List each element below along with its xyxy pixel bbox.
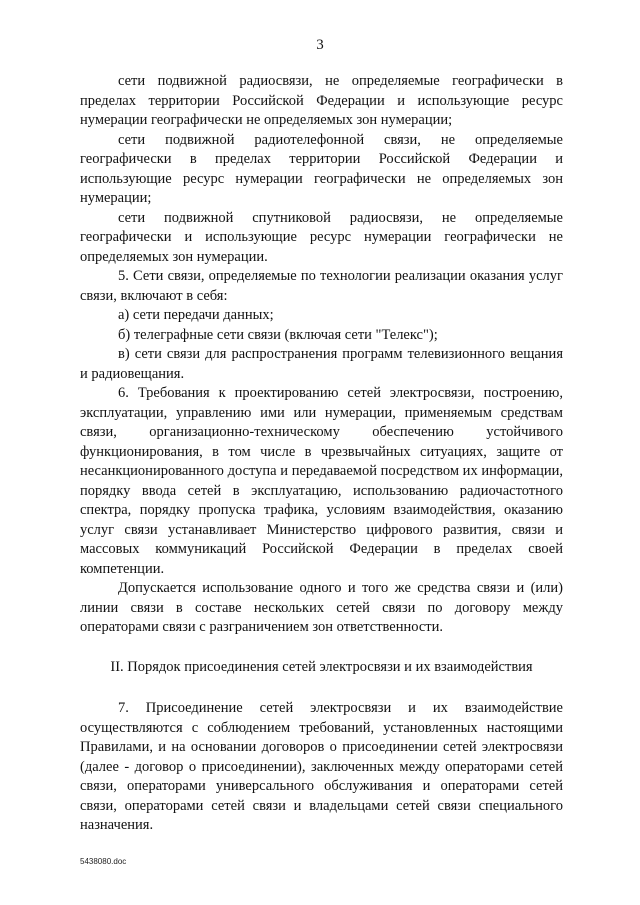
paragraph: сети подвижной радиотелефонной связи, не определяемые географически в пределах территории Российской Федерации и использующие ресурс нумерации географически не определяемых зон нумерации;	[80, 131, 563, 206]
paragraph: сети подвижной радиосвязи, не определяемые географически в пределах территории Российской Федерации и использующие ресурс нумерации географически не определяемых зон нумерации;	[80, 73, 563, 128]
paragraph: 7. Присоединение сетей электросвязи и их взаимодействие осуществляются с соблюдением требований, установленных настоящими Правилами, и на основании договоров о присоединении сетей электросвязи (далее - договор о присоединении), заключенных между операторами сетей связи, операторами универсального обслуживания и операторами сетей связи, операторами сетей связи и владельцами сетей связи специального назначения.	[80, 700, 563, 833]
paragraph: 6. Требования к проектированию сетей электросвязи, построению, эксплуатации, управлению ими или нумерации, применяемым средствам связи, организационно-техническому обеспечению устойчивого функционирования, в том числе в чрезвычайных ситуациях, защите от несанкционированного доступа и передаваемой посредством их информации, порядку ввода сетей в эксплуатацию, использованию радиочастотного спектра, порядку пропуска трафика, условиям взаимодействия, оказанию услуг связи устанавливает Министерство цифрового развития, связи и массовых коммуникаций Российской Федерации в пределах своей компетенции.	[80, 385, 563, 577]
paragraph: в) сети связи для распространения программ телевизионного вещания и радиовещания.	[80, 346, 563, 382]
section-heading: II. Порядок присоединения сетей электросвязи и их взаимодействия	[110, 658, 533, 675]
paragraph: сети подвижной спутниковой радиосвязи, не определяемые географически и использующие ресурс нумерации географически не определяемых зон нумерации.	[80, 209, 563, 265]
page-number: 3	[316, 37, 324, 53]
footer-filename: 5438080.doc	[80, 857, 127, 866]
paragraph: б) телеграфные сети связи (включая сети "Телекс");	[118, 326, 438, 343]
document-body	[80, 72, 563, 836]
paragraph: а) сети передачи данных;	[118, 307, 274, 323]
paragraph: Допускается использование одного и того же средства связи и (или) линии связи в составе нескольких сетей связи по договору между операторами связи с разграничением зон ответственности.	[80, 580, 563, 635]
paragraph: 5. Сети связи, определяемые по технологии реализации оказания услуг связи, включают в себя:	[80, 268, 563, 304]
